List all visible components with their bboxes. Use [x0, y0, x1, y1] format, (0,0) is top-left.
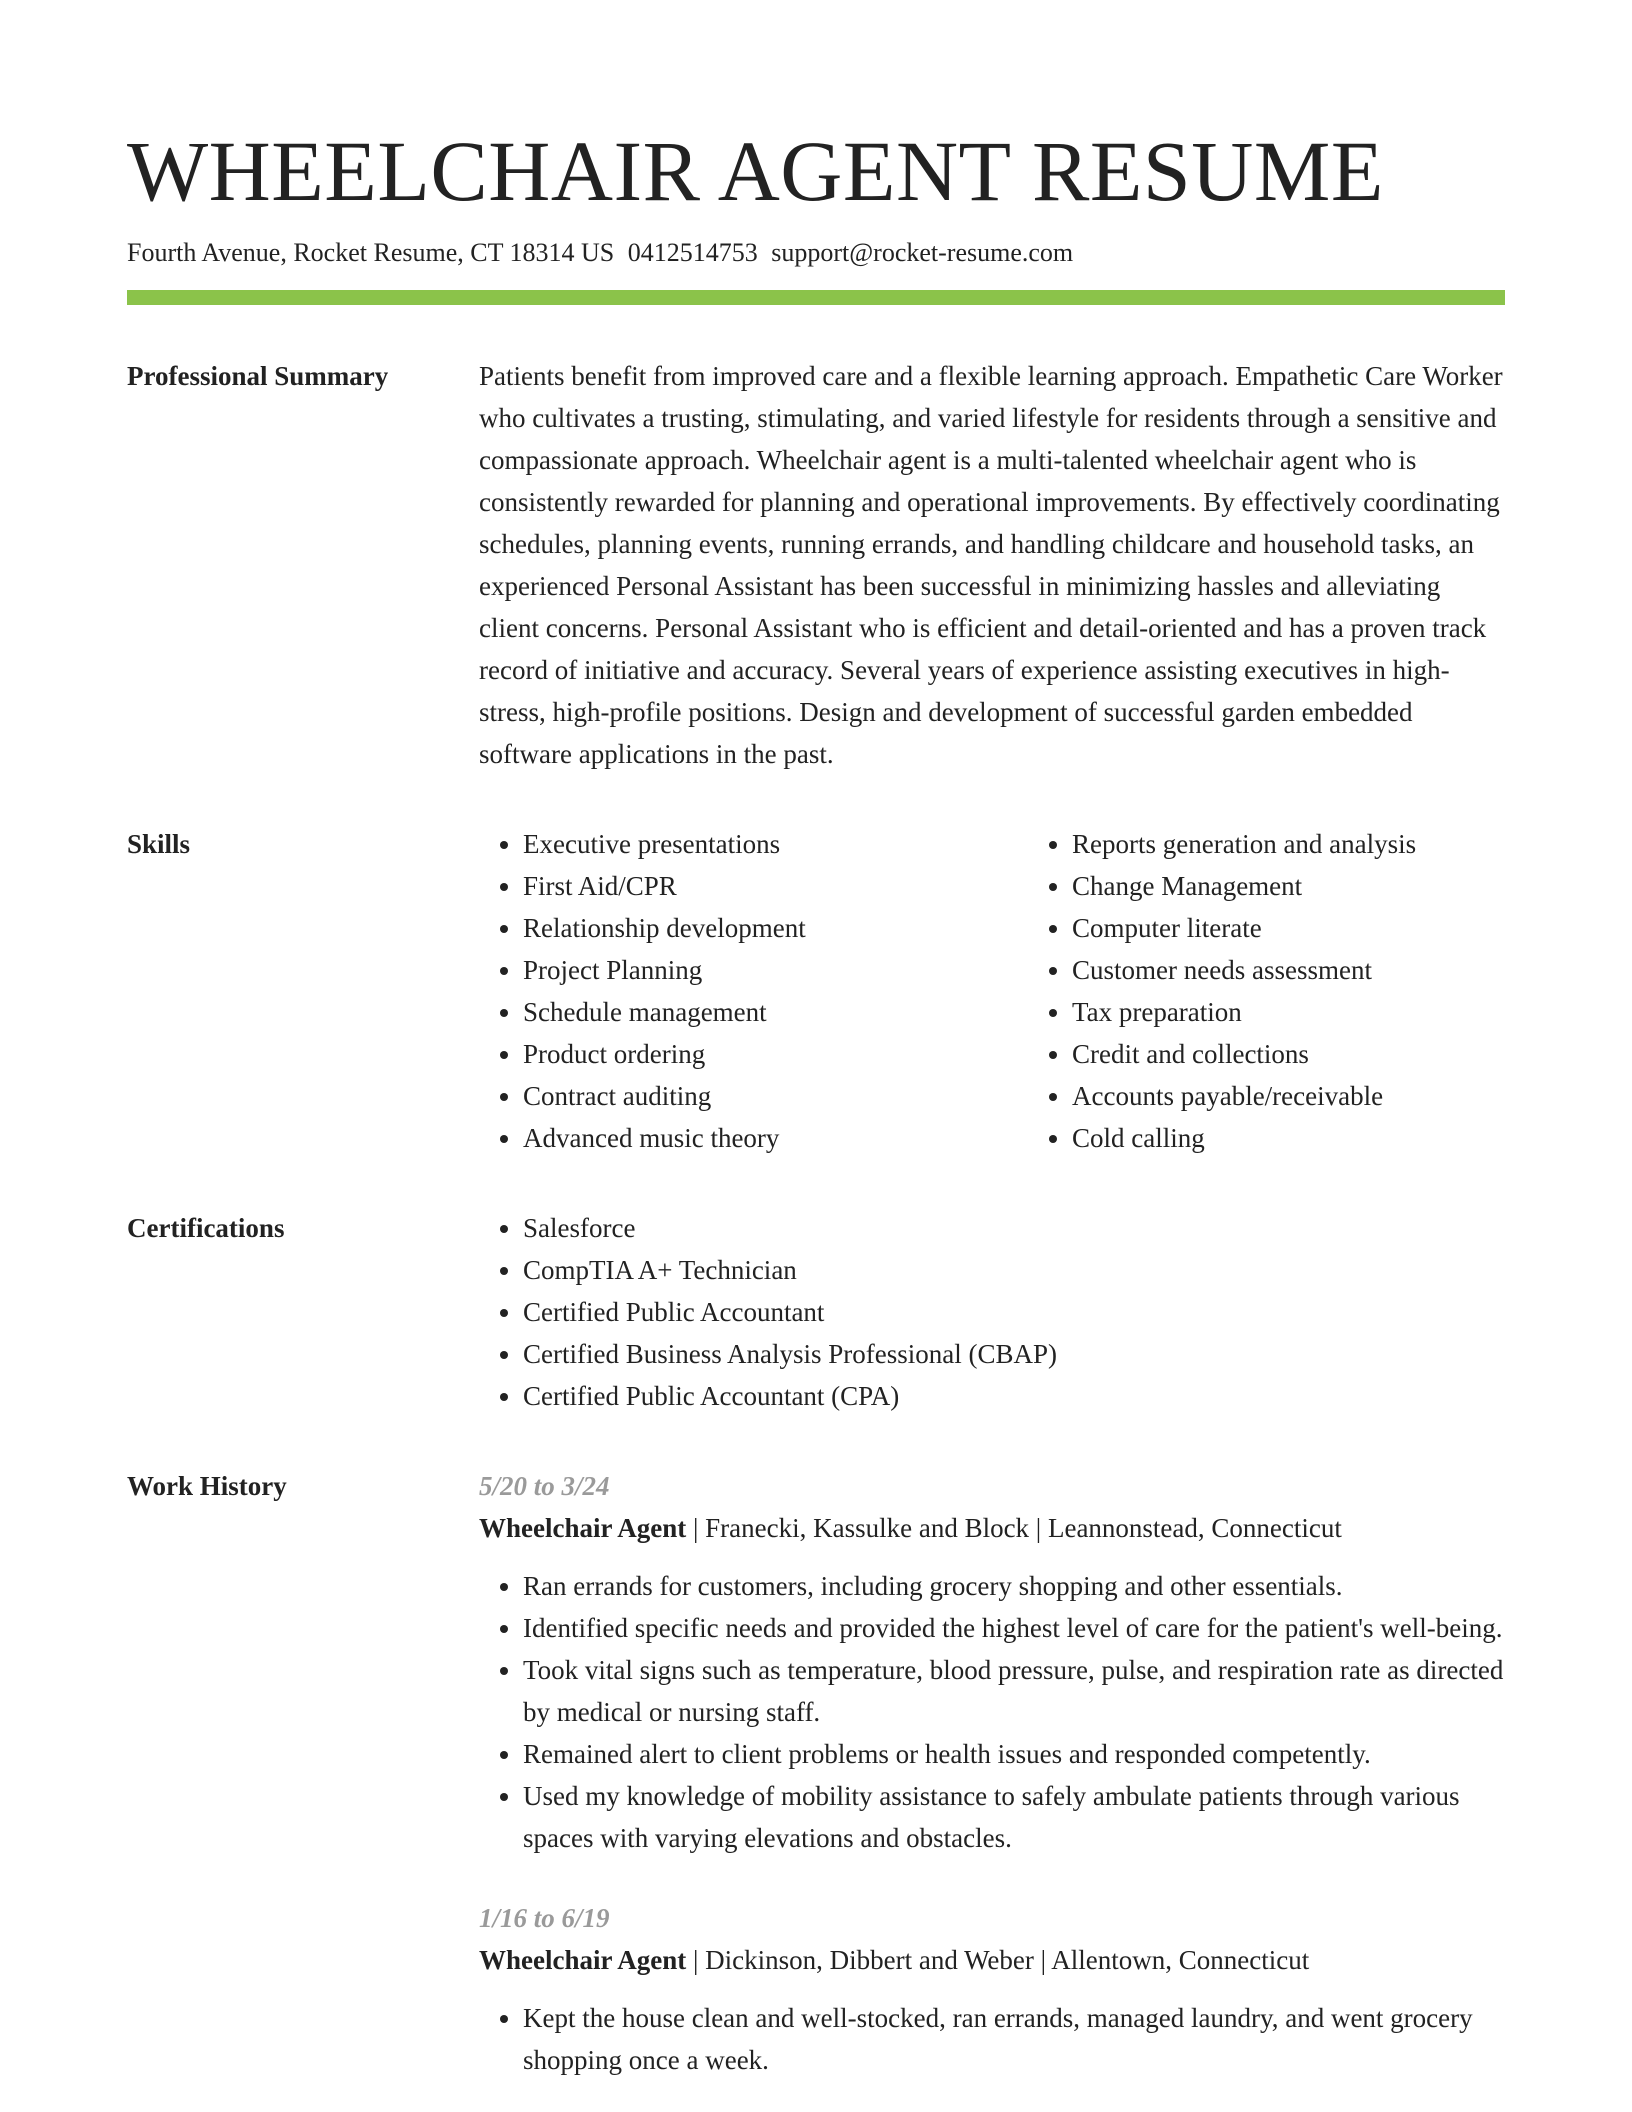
job-heading [479, 1939, 1505, 1981]
skills-list-left [479, 823, 1028, 1159]
skill-item: • Change Management [1072, 865, 1577, 907]
skill-item: • Credit and collections [1072, 1033, 1577, 1075]
skill-item: • First Aid/CPR [523, 865, 1028, 907]
contact-email: support@rocket-resume.com [771, 238, 1074, 267]
skill-item: • Schedule management [523, 991, 1028, 1033]
skill-item: • Reports generation and analysis [1072, 823, 1577, 865]
section-body [479, 355, 1505, 775]
skill-item: • Relationship development [523, 907, 1028, 949]
skill-item: • Accounts payable/receivable [1072, 1075, 1577, 1117]
contact-line [127, 236, 1505, 270]
section-title: Skills [127, 829, 191, 859]
certification-item: • CompTIA A+ Technician [523, 1249, 1505, 1291]
section-title: Certifications [127, 1213, 285, 1243]
job-bullet: • Used my knowledge of mobility assistance to safely ambulate patients through various spaces with varying elevations and obstacles. [523, 1775, 1505, 1859]
job-bullet: • Kept the house clean and well-stocked, ran errands, managed laundry, and went grocery shopping once a week. [523, 1997, 1505, 2081]
resume-title: WHEELCHAIR AGENT RESUME [127, 123, 1384, 219]
skills-list-right [1028, 823, 1577, 1159]
job-bullet: • Took vital signs such as temperature, blood pressure, pulse, and respiration rate as directed by medical or nursing staff. [523, 1649, 1505, 1733]
skill-item: • Executive presentations [523, 823, 1028, 865]
section-title: Work History [127, 1471, 287, 1501]
work-history-section [127, 1465, 1505, 2081]
skill-item: • Computer literate [1072, 907, 1577, 949]
skill-item: • Tax preparation [1072, 991, 1577, 1033]
skill-item: • Customer needs assessment [1072, 949, 1577, 991]
summary-text: Patients benefit from improved care and a flexible learning approach. Empathetic Care Worker who cultivates a trusting, stimulating, and varied lifestyle for residents through a sensitive and compassionate approach. Wheelchair agent is a multi-talented wheelchair agent who is consistently rewarded for planning and operational improvements. By effectively coordinating schedules, planning events, running errands, and handling childcare and household tasks, an experienced Personal Assistant has been successful in minimizing hassles and alleviating client concerns. Personal Assistant who is efficient and detail-oriented and has a proven track record of initiative and accuracy. Several years of experience assisting executives in high-stress, high-profile positions. Design and development of successful garden embedded software applications in the past. [479, 361, 1503, 769]
section-body [479, 823, 1505, 1159]
skill-item: • Cold calling [1072, 1117, 1577, 1159]
job-dates: 1/16 to 6/19 [479, 1903, 610, 1933]
section-body [479, 1465, 1505, 2081]
job-company-location: | Franecki, Kassulke and Block | Leannonstead, Connecticut [686, 1513, 1342, 1543]
skills-section [127, 823, 1505, 1159]
certifications-section [127, 1207, 1505, 1417]
skills-columns [479, 823, 1505, 1159]
job-bullets [479, 1997, 1505, 2081]
certification-item: • Certified Public Accountant (CPA) [523, 1375, 1505, 1417]
job-bullet: • Identified specific needs and provided the highest level of care for the patient's well-being. [523, 1607, 1505, 1649]
certification-item: • Certified Business Analysis Professional (CBAP) [523, 1333, 1505, 1375]
job-role: Wheelchair Agent [479, 1513, 687, 1543]
job-bullet: • Ran errands for customers, including grocery shopping and other essentials. [523, 1565, 1505, 1607]
skill-item: • Advanced music theory [523, 1117, 1028, 1159]
contact-address: Fourth Avenue, Rocket Resume, CT 18314 US [127, 238, 615, 267]
certification-item: • Certified Public Accountant [523, 1291, 1505, 1333]
skill-item: • Contract auditing [523, 1075, 1028, 1117]
job-bullets [479, 1565, 1505, 1859]
job-dates: 5/20 to 3/24 [479, 1471, 610, 1501]
skill-item: • Project Planning [523, 949, 1028, 991]
section-body [479, 1207, 1505, 1417]
certification-item: • Salesforce [523, 1207, 1505, 1249]
job-role: Wheelchair Agent [479, 1945, 687, 1975]
contact-phone: 0412514753 [627, 238, 758, 267]
section-title: Professional Summary [127, 361, 389, 391]
job-bullet: • Remained alert to client problems or health issues and responded competently. [523, 1733, 1505, 1775]
professional-summary-section [127, 355, 1505, 775]
skill-item: • Product ordering [523, 1033, 1028, 1075]
job-company-location: | Dickinson, Dibbert and Weber | Allentown, Connecticut [686, 1945, 1310, 1975]
resume-header [127, 118, 1505, 305]
job-entry [479, 1897, 1505, 2081]
job-heading [479, 1507, 1505, 1549]
job-entry [479, 1465, 1505, 1859]
certifications-list [479, 1207, 1505, 1417]
accent-divider [127, 290, 1505, 305]
